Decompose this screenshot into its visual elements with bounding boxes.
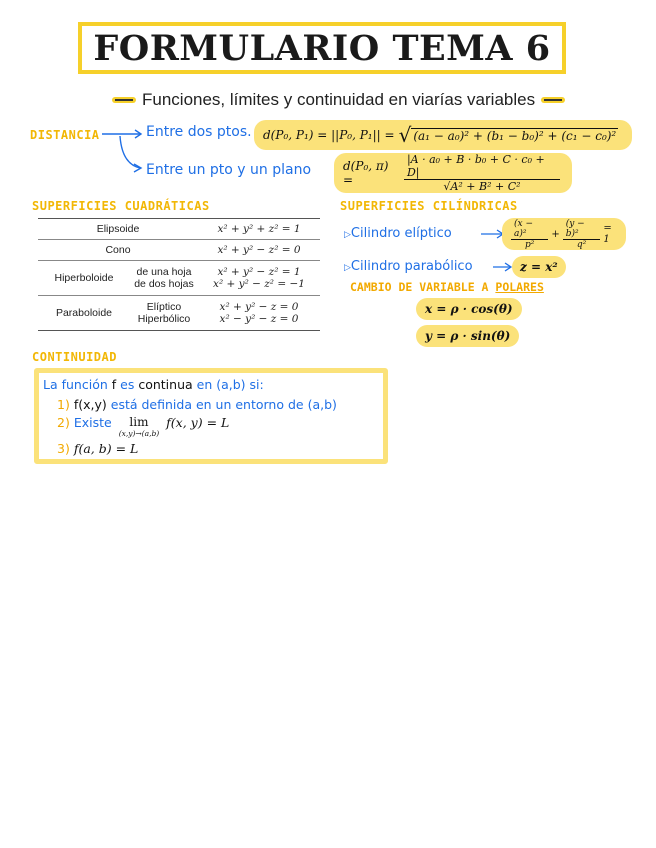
table-cell-eq bbox=[198, 266, 320, 290]
distancia-formula-1-radicand: (a₁ − a₀)² + (b₁ − b₀)² + (c₁ − c₀)² bbox=[413, 128, 617, 143]
table-row bbox=[38, 240, 320, 261]
continuidad-intro-c: continua bbox=[138, 377, 193, 392]
title-box bbox=[78, 22, 566, 74]
distancia-formula-2-lhs: d(P₀, π) = bbox=[343, 159, 389, 187]
table-cell-name: Cono bbox=[105, 244, 131, 256]
subtitle: Funciones, límites y continuidad en viarías variables bbox=[142, 90, 536, 109]
subtitle-dash-right bbox=[541, 97, 565, 103]
frac-den: p² bbox=[524, 239, 535, 250]
continuidad-intro-f: f bbox=[111, 377, 117, 392]
continuidad-cond-1 bbox=[57, 397, 337, 412]
table-cell-eq: x² + y² − z² = 0 bbox=[217, 244, 301, 256]
continuidad-heading: CONTINUIDAD bbox=[32, 350, 117, 364]
table-cell-sub bbox=[130, 266, 198, 290]
table-subcell: x² + y² − z = 0 bbox=[219, 301, 299, 313]
arrow-right-icon bbox=[492, 261, 514, 273]
limit-subscript: (x,y)→(a,b) bbox=[118, 429, 160, 438]
table-cell-name: Hiperboloide bbox=[54, 272, 114, 284]
table-cell-sub bbox=[130, 301, 198, 325]
table-subcell: Elíptico bbox=[146, 301, 182, 313]
table-row bbox=[38, 219, 320, 240]
continuidad-cond-2 bbox=[57, 415, 229, 438]
cond-number: 1) bbox=[57, 397, 70, 412]
subtitle-dash-left bbox=[112, 97, 136, 103]
frac-num: (y − b)² bbox=[563, 219, 601, 240]
cilindricas-heading: SUPERFICIES CILÍNDRICAS bbox=[340, 199, 518, 213]
distancia-item1-label: Entre dos ptos. bbox=[146, 124, 252, 140]
distancia-heading: DISTANCIA bbox=[30, 128, 100, 142]
limit-block bbox=[119, 415, 160, 438]
table-cell-eq: x² + y² + z² = 1 bbox=[217, 223, 301, 235]
cilindro-parabolico-row bbox=[344, 259, 473, 274]
continuidad-cond-3 bbox=[57, 441, 138, 456]
table-subcell: x² + y² − z² = 1 bbox=[217, 266, 301, 278]
cilindro-eliptico-label: Cilindro elíptico bbox=[350, 226, 452, 241]
table-cell-name: Elipsoide bbox=[96, 223, 140, 235]
cilindro-eliptico-frac-1 bbox=[511, 219, 548, 250]
table-cell-name: Paraboloide bbox=[55, 307, 113, 319]
cond-1-f: f(x,y) bbox=[73, 397, 107, 412]
bullet-triangle-icon: ▷ bbox=[344, 230, 351, 240]
polares-heading-text: CAMBIO DE VARIABLE A bbox=[350, 280, 496, 294]
table-row bbox=[38, 296, 320, 330]
table-row bbox=[38, 261, 320, 296]
cond-number: 2) bbox=[57, 415, 70, 430]
cond-number: 3) bbox=[57, 441, 70, 456]
frac-num: (x − a)² bbox=[511, 219, 548, 240]
table-subcell: de dos hojas bbox=[134, 278, 194, 290]
cond-1-text: está definida en un entorno de (a,b) bbox=[110, 397, 337, 412]
cuadraticas-heading: SUPERFICIES CUADRÁTICAS bbox=[32, 199, 210, 213]
distancia-formula-1-lhs: d(P₀, P₁) = ||P₀, P₁|| = bbox=[263, 128, 395, 142]
page-title: FORMULARIO TEMA 6 bbox=[93, 27, 551, 69]
cuadraticas-table bbox=[38, 218, 320, 331]
table-subcell: de una hoja bbox=[136, 266, 192, 278]
bullet-triangle-icon: ▷ bbox=[344, 263, 351, 273]
table-cell-eq bbox=[198, 301, 320, 325]
sqrt-icon: √ bbox=[398, 123, 412, 147]
table-subcell: Hiperbólico bbox=[137, 313, 191, 325]
continuidad-intro-a: La función bbox=[43, 377, 108, 392]
polares-heading bbox=[350, 280, 544, 294]
distancia-arrows bbox=[100, 126, 146, 178]
cilindro-parabolico-formula: z = x² bbox=[512, 256, 566, 278]
polares-y-formula: y = ρ · sin(θ) bbox=[416, 325, 519, 347]
cond-2-rhs: f(x, y) = L bbox=[166, 415, 230, 430]
frac-den: q² bbox=[576, 239, 587, 250]
cond-2-text: Existe bbox=[73, 415, 112, 430]
cilindro-eliptico-frac-2 bbox=[563, 219, 601, 250]
continuidad-box bbox=[34, 368, 388, 464]
limit-operator: lim bbox=[129, 415, 149, 429]
plus-sign: + bbox=[551, 228, 560, 240]
polares-heading-emph: POLARES bbox=[495, 280, 544, 294]
polares-x-formula: x = ρ · cos(θ) bbox=[416, 298, 522, 320]
distancia-formula-2-frac bbox=[404, 153, 560, 193]
distancia-formula-2-den: A² + B² + C² bbox=[450, 180, 521, 193]
continuidad-intro-d: en (a,b) si: bbox=[196, 377, 264, 392]
cond-3-rhs: f(a, b) = L bbox=[73, 441, 139, 456]
subtitle-row bbox=[112, 89, 567, 111]
distancia-formula-2 bbox=[334, 153, 572, 193]
distancia-item2-label: Entre un pto y un plano bbox=[146, 162, 312, 178]
distancia-formula-1 bbox=[254, 120, 632, 150]
continuidad-intro bbox=[43, 377, 264, 392]
cilindro-eliptico-rhs: = 1 bbox=[603, 223, 612, 245]
continuidad-intro-b: es bbox=[120, 377, 135, 392]
cilindro-eliptico-formula bbox=[502, 218, 626, 250]
cilindro-parabolico-label: Cilindro parabólico bbox=[350, 259, 473, 274]
cilindro-eliptico-row bbox=[344, 226, 452, 241]
distancia-formula-2-den-wrap: √A² + B² + C² bbox=[443, 180, 521, 193]
distancia-formula-2-num: |A · a₀ + B · b₀ + C · c₀ + D| bbox=[404, 153, 560, 180]
table-subcell: x² + y² − z² = −1 bbox=[213, 278, 305, 290]
table-subcell: x² − y² − z = 0 bbox=[219, 313, 299, 325]
